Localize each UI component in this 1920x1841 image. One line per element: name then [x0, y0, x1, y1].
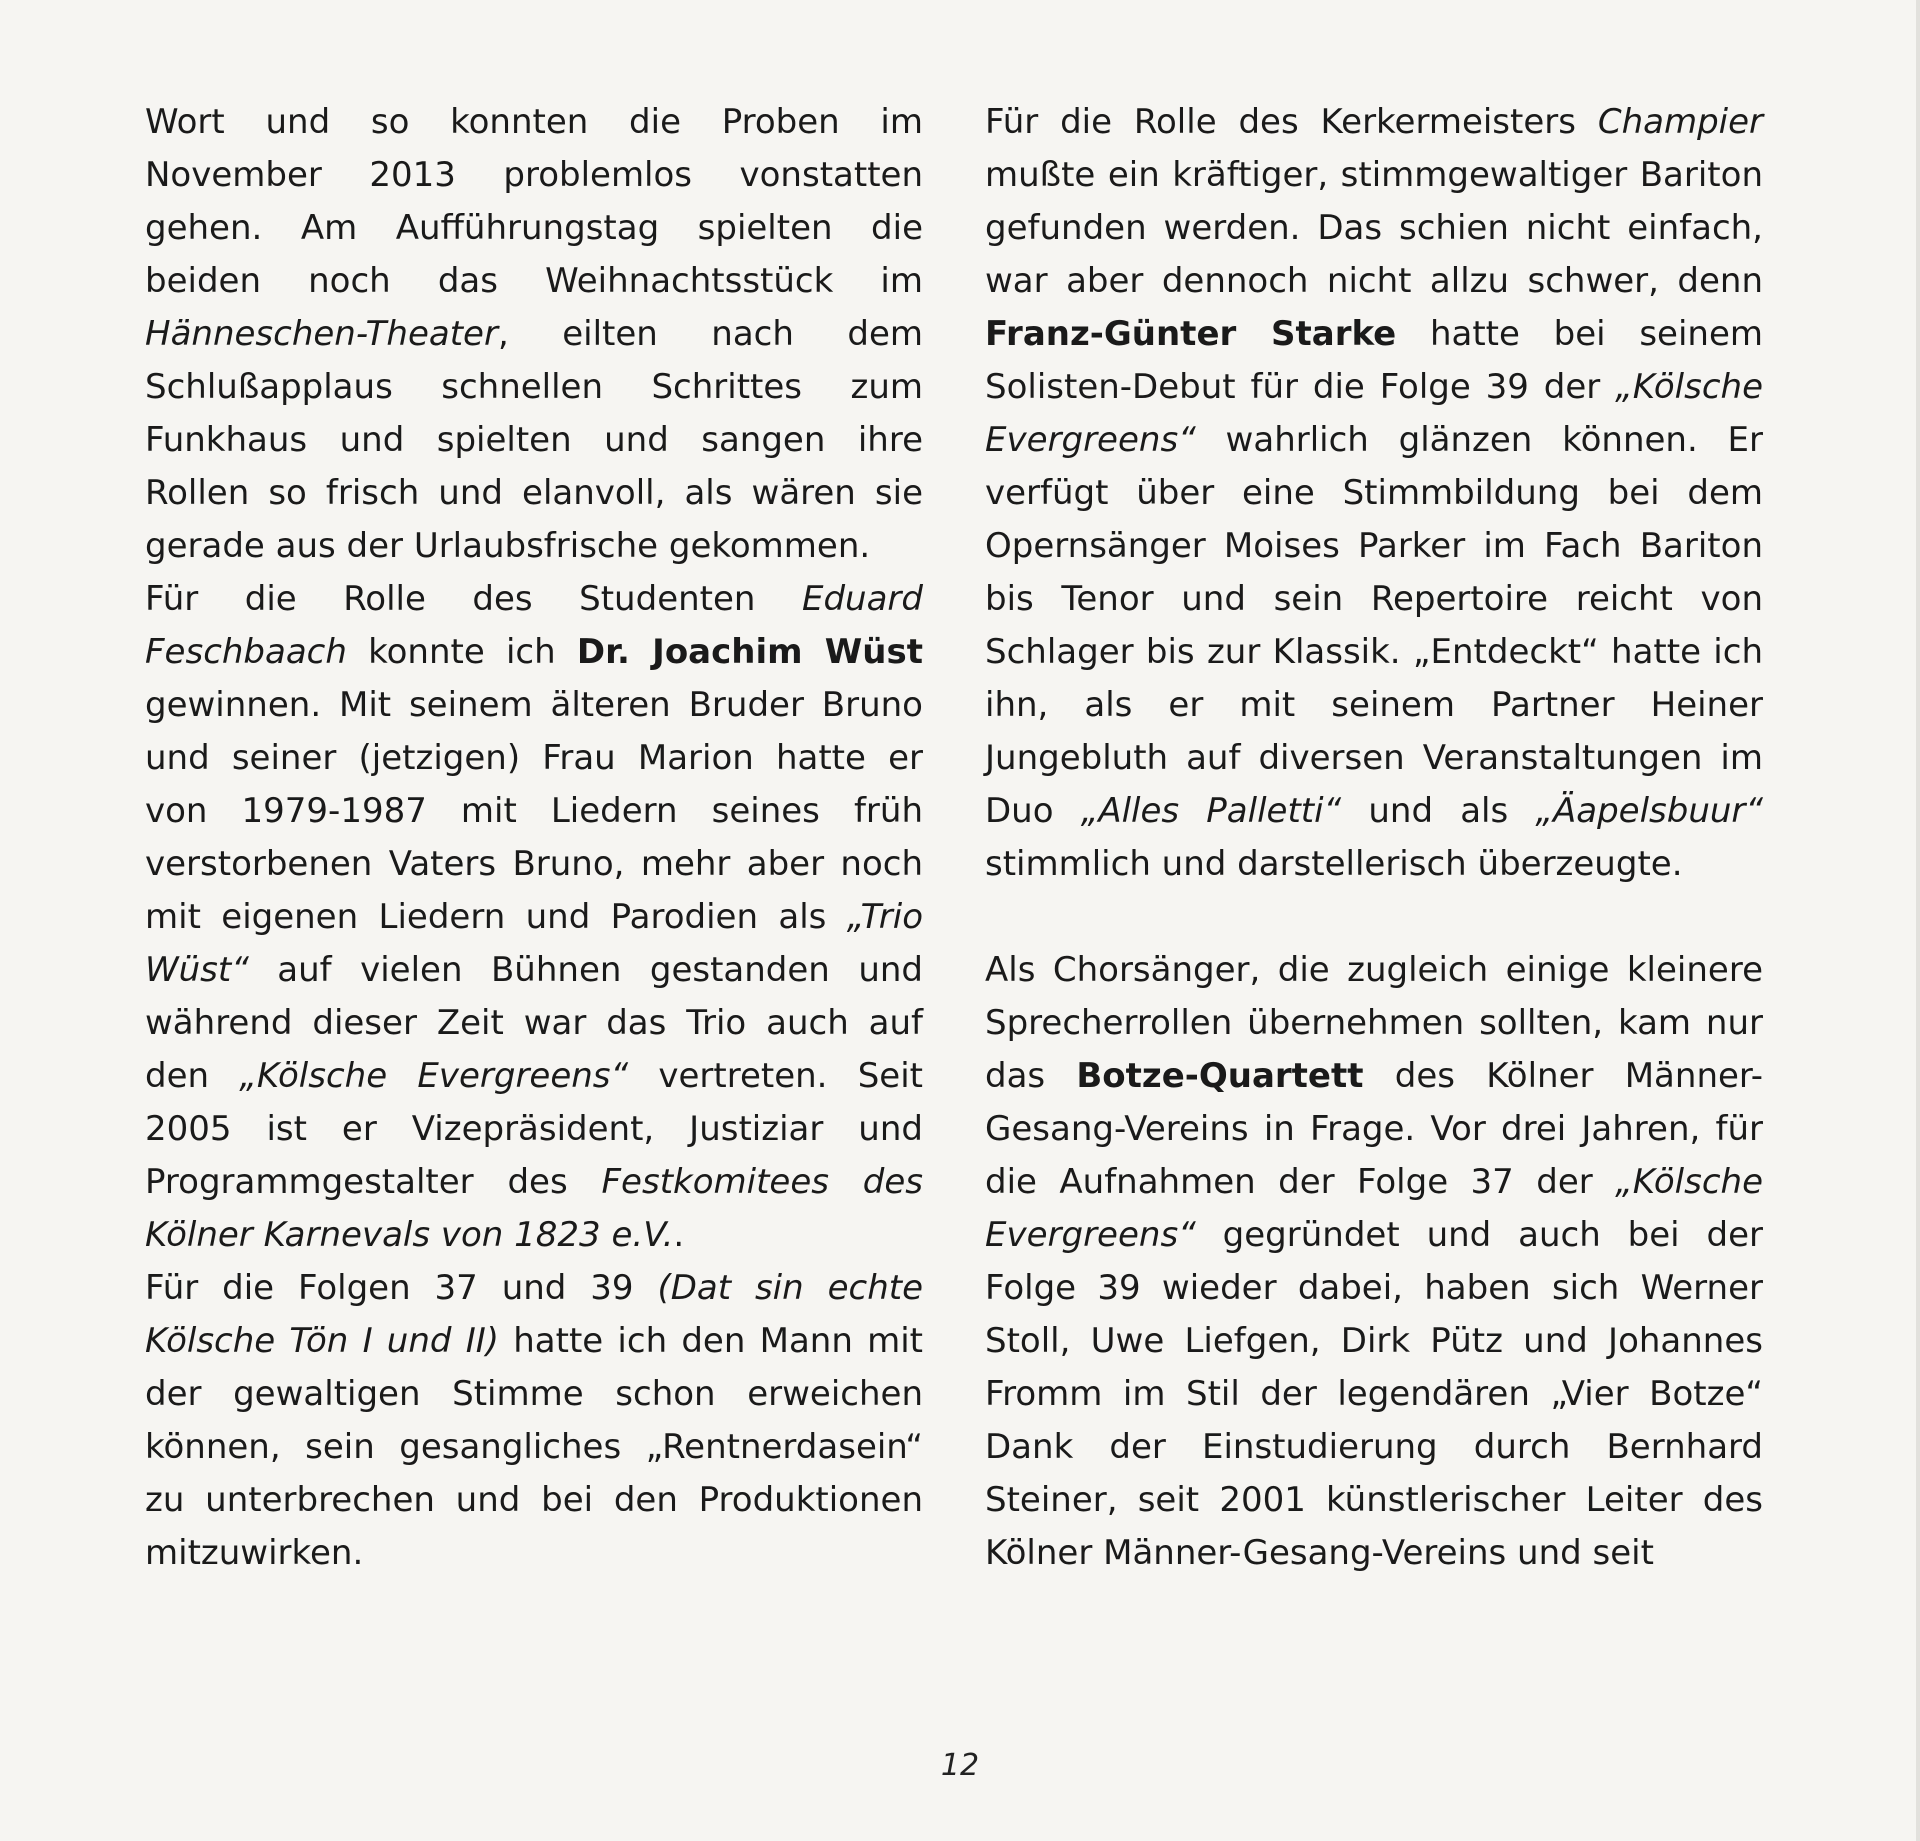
page-edge-shadow — [1916, 0, 1920, 1841]
paragraph-champier: Für die Rolle des Kerkermeisters Champier mußte ein kräftiger, stimmgewaltiger Bariton gefunden werden. Das schien nicht einfach, war aber dennoch nicht allzu schwer, denn Franz-Günter Starke hatte bei seinem Solisten-Debut für die Folge 39 der „Kölsche Evergreens“ wahrlich glänzen können. Er verfügt über eine Stimmbildung bei dem Opernsänger Moises Parker im Fach Bariton bis Tenor und sein Repertoire reicht von Schlager bis zur Klassik. „Entdeckt“ hatte ich ihn, als er mit seinem Partner Heiner Jungebluth auf diversen Veranstaltungen im Duo „Alles Palletti“ und als „Äapelsbuur“ stimmlich und darstellerisch überzeugte. — [985, 102, 1764, 884]
right-text-column — [985, 96, 1763, 1580]
paragraph-folgen-37-39: Für die Folgen 37 und 39 (Dat sin echte Kölsche Tön I und II) hatte ich den Mann mit der gewaltigen Stimme schon erweichen können, sein gesangliches „Rentnerdasein“ zu unterbrechen und bei den Produktionen mitzuwirken. — [145, 1268, 923, 1573]
paragraph-botze-quartett: Als Chorsänger, die zugleich einige kleinere Sprecherrollen übernehmen sollten, kam nur das Botze-Quartett des Kölner Männer-Gesang-Vereins in Frage. Vor drei Jahren, für die Aufnahmen der Folge 37 der „Kölsche Evergreens“ gegründet und auch bei der Folge 39 wieder dabei, haben sich Werner Stoll, Uwe Liefgen, Dirk Pütz und Johannes Fromm im Stil der legendären „Vier Botze“ Dank der Einstudierung durch Bernhard Steiner, seit 2001 künstlerischer Leiter des Kölner Männer-Gesang-Vereins und seit — [985, 950, 1763, 1573]
paragraph-eduard-feschbaach: Für die Rolle des Studenten Eduard Feschbaach konnte ich Dr. Joachim Wüst gewinnen. Mit seinem älteren Bruder Bruno und seiner (jetzigen) Frau Marion hatte er von 1979-1987 mit Liedern seines früh verstorbenen Vaters Bruno, mehr aber noch mit eigenen Liedern und Parodien als „Trio Wüst“ auf vielen Bühnen gestanden und während dieser Zeit war das Trio auch auf den „Kölsche Evergreens“ vertreten. Seit 2005 ist er Vizepräsident, Justiziar und Programmgestalter des Festkomitees des Kölner Karnevals von 1823 e.V.. — [145, 579, 924, 1255]
left-text-column — [145, 96, 923, 1580]
paragraph-rehearsals: Wort und so konnten die Proben im November 2013 problemlos vonstatten gehen. Am Aufführungstag spielten die beiden noch das Weihnachtsstück im Hänneschen-Theater, eilten nach dem Schlußapplaus schnellen Schrittes zum Funkhaus und spielten und sangen ihre Rollen so frisch und elanvoll, als wären sie gerade aus der Urlaubsfrische gekommen. — [145, 102, 923, 566]
page-number: 12 — [940, 1748, 980, 1783]
